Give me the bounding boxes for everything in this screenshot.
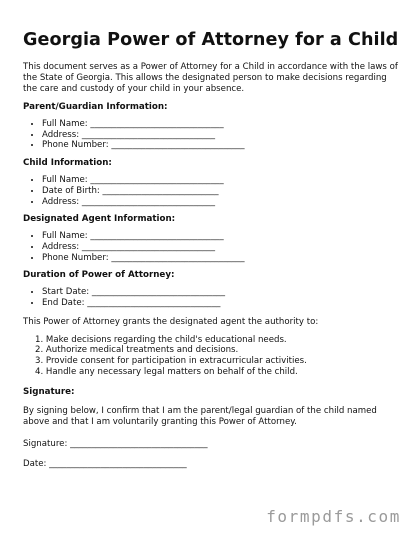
duration-section-heading: Duration of Power of Attorney: <box>23 270 175 281</box>
parent-full-name-field: • Full Name: _______________________________ <box>42 119 403 130</box>
date-field: Date: ________________________________ <box>23 458 187 469</box>
signature-statement: By signing below, I confirm that I am the parent/legal guardian of the child named above and that I am voluntarily granting this Power of Attorney. <box>23 405 377 427</box>
child-address-field: • Address: _______________________________ <box>42 197 403 208</box>
document-page <box>23 0 403 470</box>
start-date-field: • Start Date: _______________________________ <box>42 287 403 298</box>
authority-item: 1. Make decisions regarding the child's educational needs. <box>35 334 287 345</box>
authority-item: 4. Handle any necessary legal matters on behalf of the child. <box>35 366 298 377</box>
parent-section-heading: Parent/Guardian Information: <box>23 102 168 112</box>
parent-fields-list <box>23 119 403 151</box>
document-title: Georgia Power of Attorney for a Child <box>23 30 399 50</box>
duration-fields-list <box>23 287 403 308</box>
child-full-name-field: • Full Name: _______________________________ <box>42 175 403 186</box>
intro-paragraph: This document serves as a Power of Attorney for a Child in accordance with the laws of the State of Georgia. This allows the designated person to make decisions regarding the care and custody of your child in your absence. <box>23 62 398 94</box>
agent-fields-list <box>23 231 403 263</box>
child-dob-field: • Date of Birth: ___________________________ <box>42 186 403 197</box>
authority-item: 3. Provide consent for participation in extracurricular activities. <box>35 356 307 367</box>
end-date-field: • End Date: _______________________________ <box>42 298 403 309</box>
authority-item: 2. Authorize medical treatments and decisions. <box>35 345 239 356</box>
agent-address-field: • Address: _______________________________ <box>42 242 403 253</box>
child-section-heading: Child Information: <box>23 158 112 169</box>
authority-intro: This Power of Attorney grants the designated agent the authority to: <box>23 316 319 327</box>
watermark: formpdfs.com <box>266 507 401 526</box>
authority-list <box>23 335 403 378</box>
signature-field: Signature: ________________________________ <box>23 438 208 449</box>
signature-section-heading: Signature: <box>23 386 75 397</box>
agent-full-name-field: • Full Name: _______________________________ <box>42 231 403 242</box>
child-fields-list <box>23 175 403 207</box>
agent-section-heading: Designated Agent Information: <box>23 214 176 225</box>
parent-address-field: • Address: _______________________________ <box>42 130 403 141</box>
agent-phone-field: • Phone Number: _______________________________ <box>42 253 403 264</box>
parent-phone-field: • Phone Number: _______________________________ <box>42 140 403 151</box>
